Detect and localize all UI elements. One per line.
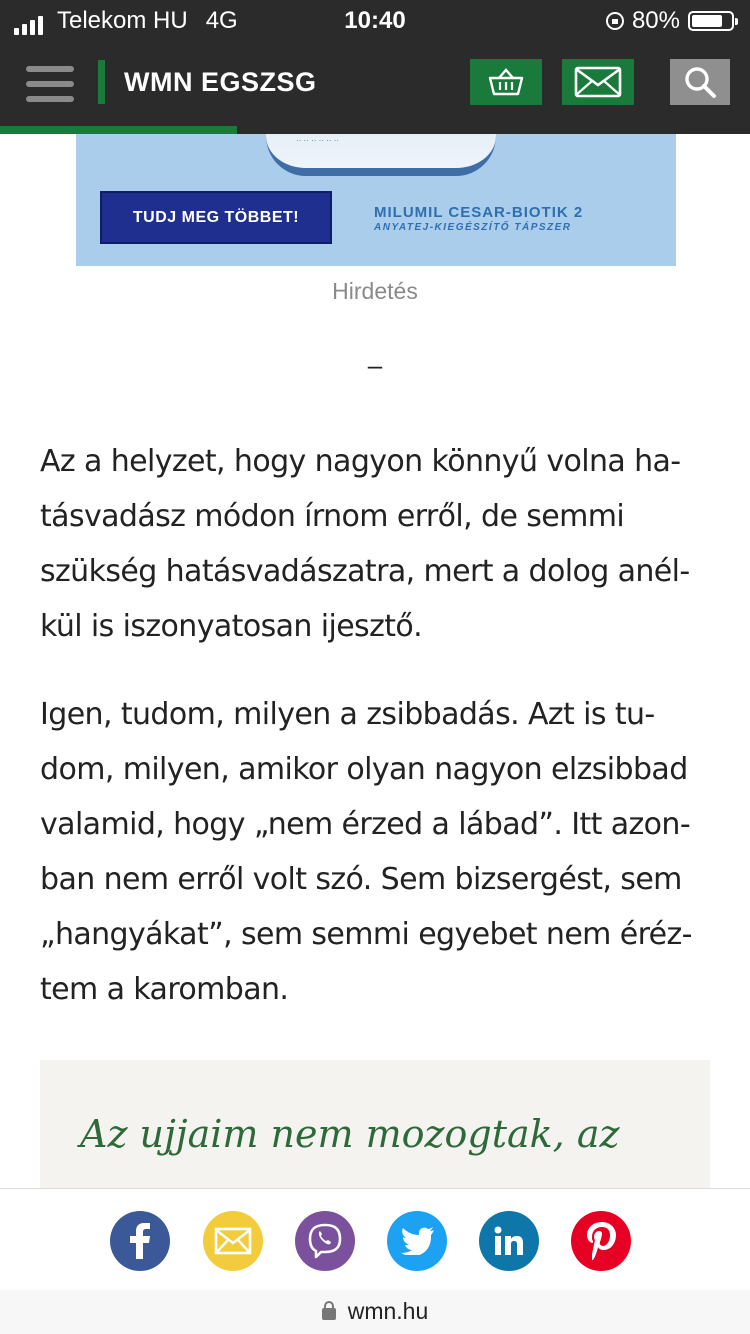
- battery-icon: [688, 11, 734, 31]
- share-pinterest-button[interactable]: [571, 1211, 631, 1271]
- paragraph-line: ban nem erről volt szó. Sem bizsergést, sem: [40, 862, 682, 897]
- article-paragraph: [40, 687, 710, 1017]
- shop-button[interactable]: [470, 59, 542, 105]
- product-image: ·· ·· ·· ·· ·· ··: [266, 134, 496, 176]
- carrier-name: Telekom HU: [57, 7, 188, 34]
- pull-quote-text: Az ujjaim nem mozogtak, az: [80, 1112, 620, 1156]
- pinterest-icon: [586, 1222, 616, 1260]
- ad-product-name: MILUMIL CESAR-BIOTIK 2: [374, 204, 584, 221]
- reading-progress-fill: [0, 126, 237, 134]
- site-brand[interactable]: WMN EGSZSG: [124, 67, 317, 97]
- share-linkedin-button[interactable]: [479, 1211, 539, 1271]
- ad-cta-button[interactable]: TUDJ MEG TÖBBET!: [100, 191, 332, 244]
- orientation-lock-icon: [606, 12, 624, 30]
- url-text: wmn.hu: [347, 1298, 429, 1324]
- paragraph-line: tásvadász módon írnom erről, de semmi: [40, 499, 625, 534]
- facebook-icon: [127, 1223, 153, 1259]
- linkedin-icon: [494, 1226, 524, 1256]
- article-paragraph: [40, 434, 710, 654]
- paragraph-line: kül is iszonyatosan ijesztő.: [40, 609, 423, 644]
- status-bar: [0, 0, 750, 40]
- basket-icon: [487, 67, 525, 97]
- paragraph-line: Igen, tudom, milyen a zsibbadás. Azt is tu-: [40, 697, 655, 732]
- ad-product-subtitle: ANYATEJ-KIEGÉSZÍTŐ TÁPSZER: [374, 222, 572, 233]
- site-header: [0, 40, 750, 126]
- reading-progress-bar: [0, 126, 750, 134]
- twitter-icon: [400, 1227, 434, 1255]
- search-button[interactable]: [670, 59, 730, 105]
- battery-percent: 80%: [631, 7, 680, 34]
- lock-icon: [322, 1308, 336, 1320]
- pull-quote: [40, 1060, 710, 1190]
- paragraph-line: szükség hatásvadászatra, mert a dolog anél-: [40, 554, 690, 589]
- section-separator: –: [367, 350, 383, 380]
- newsletter-button[interactable]: [562, 59, 634, 105]
- mail-icon: [574, 66, 622, 98]
- paragraph-line: tem a karomban.: [40, 972, 289, 1007]
- ad-caption: Hirdetés: [332, 278, 418, 304]
- share-email-button[interactable]: [203, 1211, 263, 1271]
- search-icon: [683, 65, 717, 99]
- menu-icon[interactable]: [26, 66, 74, 102]
- network-type: 4G: [205, 7, 238, 34]
- share-viber-button[interactable]: [295, 1211, 355, 1271]
- paragraph-line: „hangyákat”, sem semmi egyebet nem éréz-: [40, 917, 692, 952]
- advertisement-banner[interactable]: [76, 134, 676, 266]
- share-bar: [0, 1188, 750, 1289]
- paragraph-line: dom, milyen, amikor olyan nagyon elzsibbad: [40, 752, 688, 787]
- share-twitter-button[interactable]: [387, 1211, 447, 1271]
- paragraph-line: valamid, hogy „nem érzed a lábad”. Itt azon-: [40, 807, 691, 842]
- browser-url-bar[interactable]: [0, 1290, 750, 1334]
- viber-icon: [306, 1222, 344, 1260]
- clock: 10:40: [344, 7, 406, 34]
- share-facebook-button[interactable]: [110, 1211, 170, 1271]
- email-icon: [214, 1227, 252, 1255]
- paragraph-line: Az a helyzet, hogy nagyon könnyű volna ha-: [40, 444, 681, 479]
- brand-accent: [98, 60, 105, 104]
